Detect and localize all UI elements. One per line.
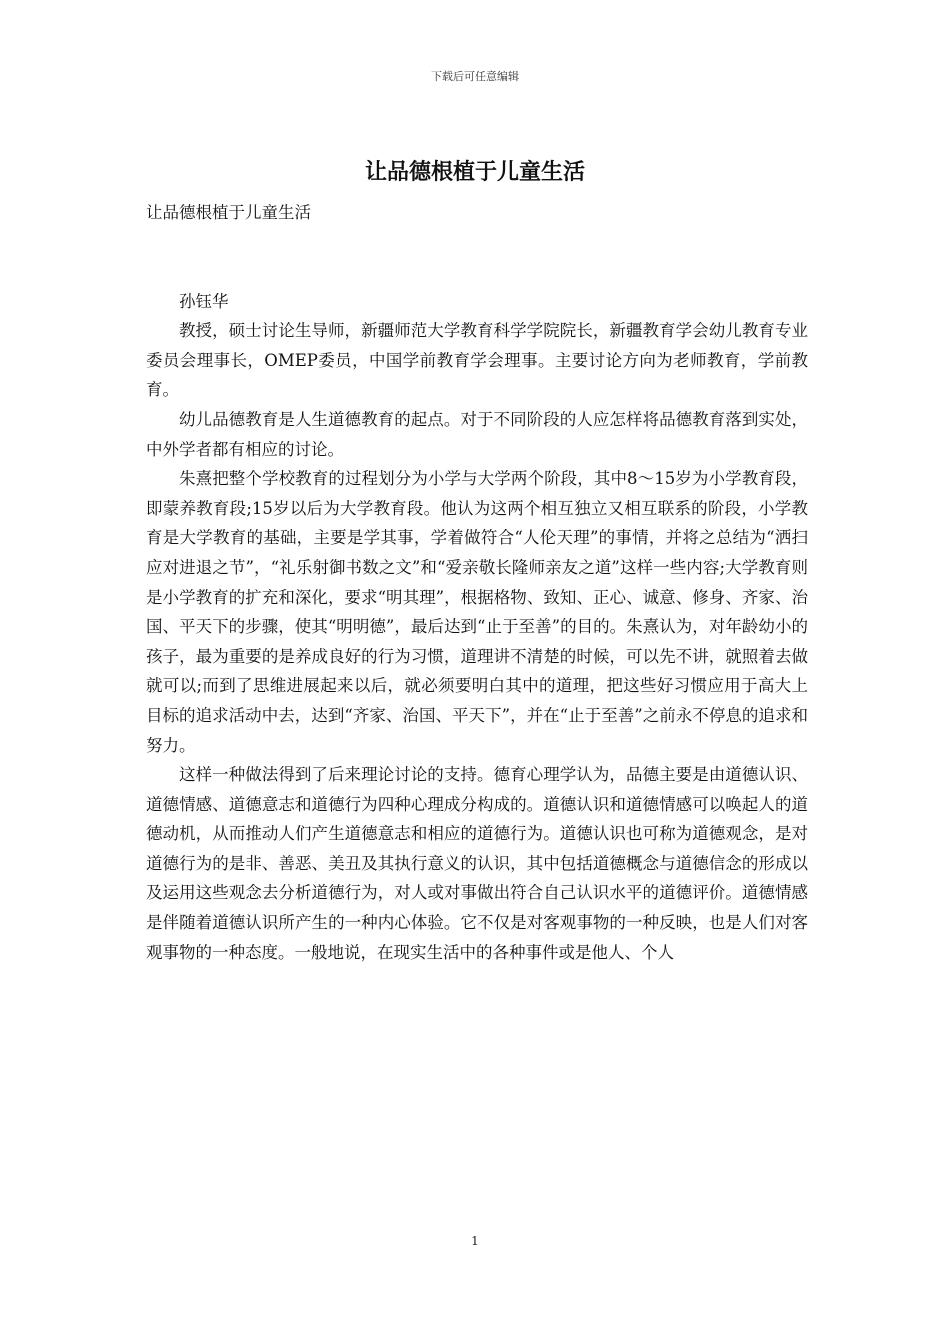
document-body xyxy=(146,198,808,967)
paragraph-author-bio: 教授，硕士讨论生导师，新疆师范大学教育科学学院院长，新疆教育学会幼儿教育专业委员会理事长，OMEP委员，中国学前教育学会理事。主要讨论方向为老师教育，学前教育。 xyxy=(146,321,808,400)
author-name: 孙钰华 xyxy=(179,291,229,311)
document-title: 让品德根植于儿童生活 xyxy=(364,159,585,185)
page-number: 1 xyxy=(471,1234,479,1248)
paragraph-zhuxi: 朱熹把整个学校教育的过程划分为小学与大学两个阶段，其中8～15岁为小学教育段，即蒙养教育段;15岁以后为大学教育段。他认为这两个相互独立又相互联系的阶段，小学教育是大学教育的基础，主要是学其事，学着做符合“人伦天理”的事情，并将之总结为“洒扫应对进退之节”，“礼乐射御书数之文”和“爱亲敬长隆师亲友之道”这样一些内容;大学教育则是小学教育的扩充和深化，要求“明其理”，根据格物、致知、正心、诚意、修身、齐家、治国、平天下的步骤，使其“明明德”，最后达到“止于至善”的目的。朱熹认为，对年龄幼小的孩子，最为重要的是养成良好的行为习惯，道理讲不清楚的时候，可以先不讲，就照着去做就可以;而到了思维进展起来以后，就必须要明白其中的道理，把这些好习惯应用于高大上目标的追求活动中去，达到“齐家、治国、平天下”，并在“止于至善”之前永不停息的追求和努力。 xyxy=(146,469,808,755)
paragraph-intro: 幼儿品德教育是人生道德教育的起点。对于不同阶段的人应怎样将品德教育落到实处，中外学者都有相应的讨论。 xyxy=(146,409,808,459)
header-note: 下载后可任意编辑 xyxy=(431,70,519,83)
document-subtitle: 让品德根植于儿童生活 xyxy=(146,203,311,222)
paragraph-theory: 这样一种做法得到了后来理论讨论的支持。德育心理学认为，品德主要是由道德认识、道德情感、道德意志和道德行为四种心理成分构成的。道德认识和道德情感可以唤起人的道德动机，从而推动人们产生道德意志和相应的道德行为。道德认识也可称为道德观念，是对道德行为的是非、善恶、美丑及其执行意义的认识，其中包括道德概念与道德信念的形成以及运用这些观念去分析道德行为，对人或对事做出符合自己认识水平的道德评价。道德情感是伴随着道德认识所产生的一种内心体验。它不仅是对客观事物的一种反映，也是人们对客观事物的一种态度。一般地说，在现实生活中的各种事件或是他人、个人 xyxy=(146,765,808,962)
